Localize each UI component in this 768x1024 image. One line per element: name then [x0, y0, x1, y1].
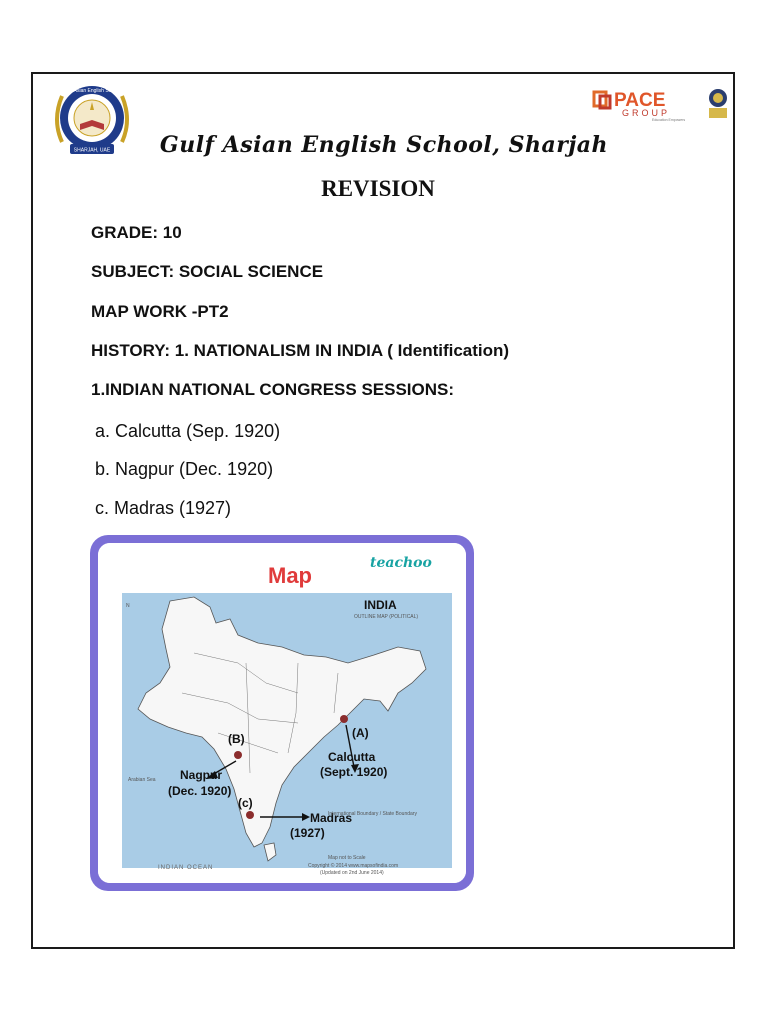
section-heading: 1.INDIAN NATIONAL CONGRESS SESSIONS:	[91, 380, 455, 399]
svg-text:(B): (B)	[228, 732, 245, 746]
map-image	[98, 543, 466, 883]
svg-text:Gulf Asian English School: Gulf Asian English School	[63, 88, 121, 94]
svg-text:Map: Map	[268, 563, 312, 588]
session-item-a: a. Calcutta (Sep. 1920)	[95, 421, 281, 441]
svg-text:GROUP: GROUP	[622, 108, 671, 118]
subject-line: SUBJECT: SOCIAL SCIENCE	[91, 262, 324, 281]
svg-text:(A): (A)	[352, 726, 369, 740]
document-title: REVISION	[321, 176, 435, 201]
marker-nagpur	[234, 751, 242, 759]
svg-text:Madras: Madras	[310, 811, 353, 825]
svg-text:INDIAN OCEAN: INDIAN OCEAN	[158, 865, 214, 871]
session-item-b: b. Nagpur (Dec. 1920)	[95, 459, 274, 479]
session-item-c: c. Madras (1927)	[95, 498, 232, 518]
history-line: HISTORY: 1. NATIONALISM IN INDIA ( Identification)	[91, 341, 510, 360]
svg-text:(Sept. 1920): (Sept. 1920)	[320, 765, 388, 779]
marker-calcutta	[340, 715, 348, 723]
svg-text:N: N	[126, 603, 130, 609]
svg-text:International Boundary / State: International Boundary / State Boundary	[328, 811, 417, 817]
grade-line: GRADE: 10	[91, 223, 182, 242]
svg-text:INDIA: INDIA	[364, 598, 397, 612]
svg-text:Arabian Sea: Arabian Sea	[128, 777, 156, 783]
svg-text:teachoo: teachoo	[370, 555, 432, 571]
svg-text:Calcutta: Calcutta	[328, 750, 376, 764]
pace-group-logo	[592, 86, 730, 122]
svg-text:SHARJAH, UAE: SHARJAH, UAE	[73, 147, 111, 154]
svg-text:Nagpur: Nagpur	[180, 768, 222, 782]
svg-text:Education Empowers: Education Empowers	[652, 118, 686, 122]
marker-madras	[246, 811, 254, 819]
svg-text:(Dec. 1920): (Dec. 1920)	[168, 784, 232, 798]
mapwork-line: MAP WORK -PT2	[91, 302, 229, 321]
school-name: Gulf Asian English School, Sharjah	[159, 132, 609, 158]
svg-text:(c): (c)	[238, 796, 253, 810]
map-figure	[90, 535, 474, 891]
svg-text:(Updated on 2nd June 2014): (Updated on 2nd June 2014)	[320, 870, 384, 876]
svg-text:PACE: PACE	[614, 90, 666, 111]
svg-text:Copyright © 2014 www.mapsofind: Copyright © 2014 www.mapsofindia.com	[308, 863, 399, 869]
svg-text:(1927): (1927)	[290, 826, 325, 840]
svg-text:OUTLINE MAP (POLITICAL): OUTLINE MAP (POLITICAL)	[354, 614, 419, 620]
svg-text:Map not to Scale: Map not to Scale	[328, 855, 366, 861]
